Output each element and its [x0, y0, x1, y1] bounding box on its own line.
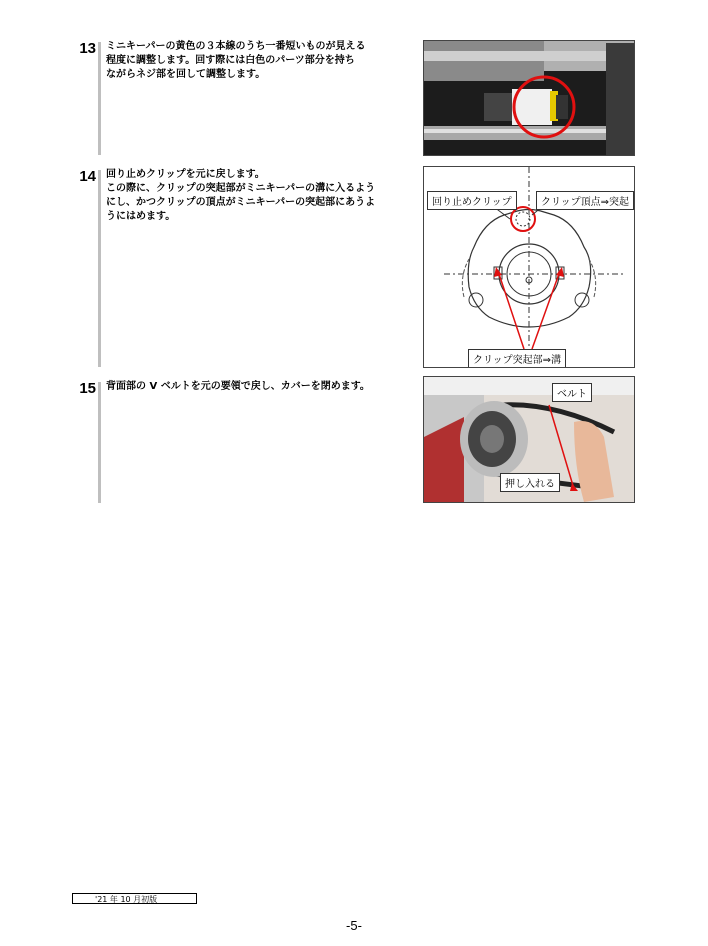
- text-line: ながらネジ部を回して調整します。: [106, 69, 266, 80]
- text-line: この際に、クリップの突起部がミニキーパーの溝に入るよう: [106, 183, 376, 194]
- page-number: -5-: [346, 918, 362, 933]
- text-line: うにはめます。: [106, 211, 176, 222]
- step-number: 15: [79, 380, 96, 397]
- photo-belt: [423, 376, 635, 503]
- step-number: 13: [79, 40, 96, 57]
- text-line: 背面部の V ベルトを元の要領で戻し、カバーを閉めます。: [106, 381, 370, 392]
- clip-protrusion-label: クリップ突起部⇒溝: [468, 349, 566, 368]
- edition-box: [72, 893, 197, 904]
- step-bar: [98, 382, 101, 503]
- clip-label: 回り止めクリップ: [427, 191, 517, 210]
- step-text: [106, 40, 406, 82]
- text-line: 回り止めクリップを元に戻します。: [106, 169, 265, 180]
- belt-label: ベルト: [552, 383, 592, 402]
- photo-mini-keeper: [423, 40, 635, 156]
- step-text: [106, 168, 406, 224]
- step-bar: [98, 170, 101, 367]
- push-label: 押し入れる: [500, 473, 560, 492]
- clip-diagram: [423, 166, 635, 368]
- photo-mini-keeper-image: [424, 41, 634, 155]
- clip-top-label: クリップ頂点⇒突起: [536, 191, 634, 210]
- step-number: 14: [79, 168, 96, 185]
- text-line: ミニキーパーの黄色の３本線のうち一番短いものが見える: [106, 41, 366, 52]
- step-bar: [98, 42, 101, 155]
- text-line: にし、かつクリップの頂点がミニキーパーの突起部にあうよ: [106, 197, 376, 208]
- step-text: [106, 380, 406, 394]
- text-line: 程度に調整します。回す際には白色のパーツ部分を持ち: [106, 55, 355, 66]
- edition-text: '21 年 10 月初版: [95, 895, 158, 904]
